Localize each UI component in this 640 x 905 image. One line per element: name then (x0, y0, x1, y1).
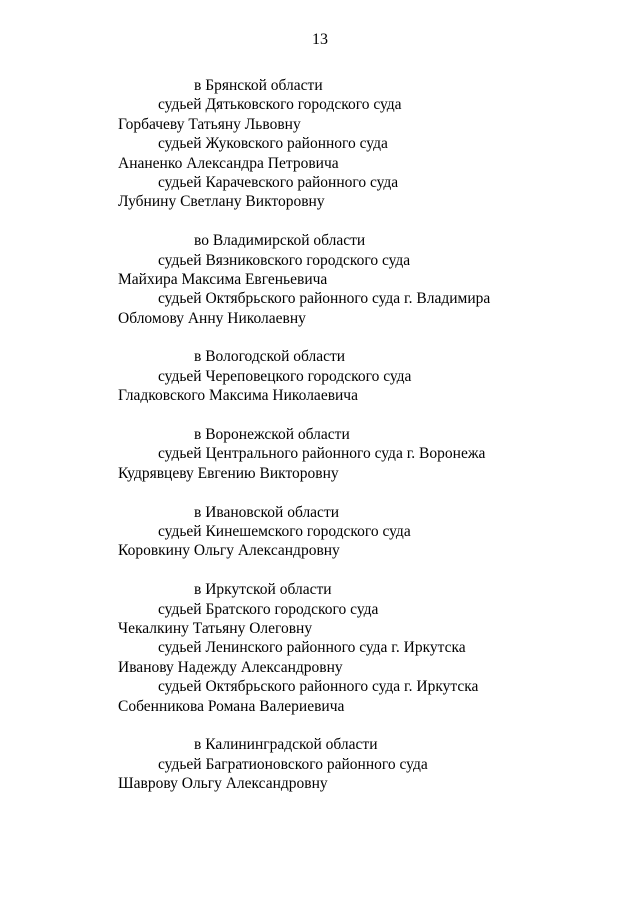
person-name: Собенникова Романа Валериевича (118, 697, 345, 715)
court-line: судьей Братского городского суда (158, 600, 379, 618)
person-name: Ананенко Александра Петровича (118, 154, 339, 172)
person-name: Чекалкину Татьяну Олеговну (118, 619, 313, 637)
person-name: Гладковского Максима Николаевича (118, 387, 358, 405)
court-line: судьей Октябрьского районного суда г. Иркутска (158, 678, 479, 696)
document-body (118, 76, 618, 793)
region-heading: в Иркутской области (194, 581, 332, 599)
person-name: Шаврову Ольгу Александровну (118, 775, 328, 793)
person-name: Иванову Надежду Александровну (118, 658, 343, 676)
court-line: судьей Жуковского районного суда (158, 135, 388, 153)
person-name: Коровкину Ольгу Александровну (118, 542, 340, 560)
court-line: судьей Вязниковского городского суда (158, 251, 411, 269)
person-name: Горбачеву Татьяну Львовну (118, 115, 301, 133)
court-line: судьей Карачевского районного суда (158, 173, 399, 191)
region-heading: в Ивановской области (194, 503, 340, 521)
court-line: судьей Дятьковского городского суда (158, 96, 402, 114)
court-line: судьей Центрального районного суда г. Воронежа (158, 445, 486, 463)
region-heading: в Вологодской области (194, 348, 346, 366)
region-heading: в Калининградской области (194, 736, 378, 754)
court-line: судьей Октябрьского районного суда г. Владимира (158, 290, 491, 308)
region-heading: во Владимирской области (194, 232, 366, 250)
person-name: Майхира Максима Евгеньевича (118, 270, 328, 288)
section-ivanovo (118, 503, 618, 561)
person-name: Обломову Анну Николаевну (118, 309, 306, 327)
person-name: Лубнину Светлану Викторовну (118, 193, 325, 211)
section-bryansk (118, 76, 618, 212)
section-vologda (118, 347, 618, 405)
region-heading: в Брянской области (194, 77, 323, 94)
section-kaliningrad (118, 735, 618, 793)
person-name: Кудрявцеву Евгению Викторовну (118, 464, 339, 482)
page-number: 13 (312, 31, 328, 48)
section-voronezh (118, 425, 618, 483)
section-vladimir (118, 231, 618, 328)
court-line: судьей Багратионовского районного суда (158, 755, 428, 773)
court-line: судьей Кинешемского городского суда (158, 522, 411, 540)
court-line: судьей Ленинского районного суда г. Иркутска (158, 639, 466, 657)
court-line: судьей Череповецкого городского суда (158, 367, 412, 385)
section-irkutsk (118, 580, 618, 716)
region-heading: в Воронежской области (194, 426, 350, 444)
